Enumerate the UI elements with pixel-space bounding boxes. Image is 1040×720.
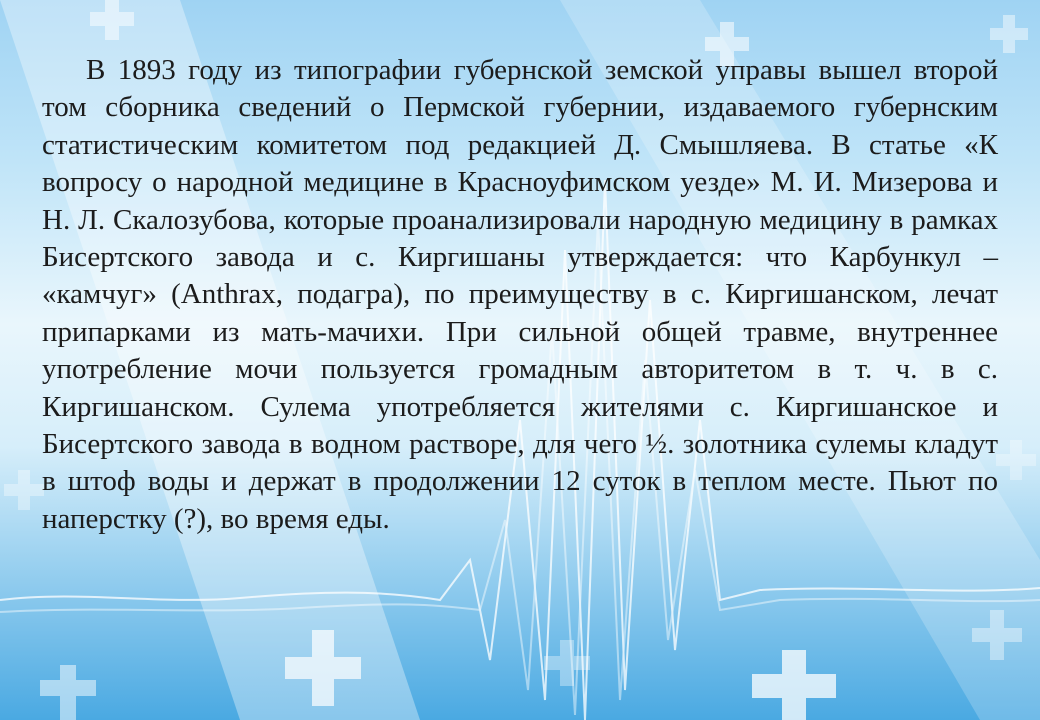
body-paragraph: В 1893 году из типографии губернской земской управы вышел второй том сборника сведений о Пермской губернии, издаваемого губернским статистическим комитетом под редакцией Д. Смышляева. В статье «К вопросу о народной медицине в Красноуфимском уезде» М. И. Мизерова и Н. Л. Скалозубова, которые проанализировали народную медицину в рамках Бисертского завода и с. Киргишаны утверждается: что Карбункул – «камчуг» (Anthrax, подагра), по преимуществу в с. Киргишанском, лечат припарками из мать-мачихи. При сильной общей травме, внутреннее употребление мочи пользуется громадным авторитетом в т. ч. в с. Киргишанском. Сулема употребляется жителями с. Киргишанское и Бисертского завода в водном растворе, для чего ½. золотника сулемы кладут в штоф воды и держат в продолжении 12 суток в теплом месте. Пьют по наперстку (?), во время еды. — [42, 54, 998, 535]
